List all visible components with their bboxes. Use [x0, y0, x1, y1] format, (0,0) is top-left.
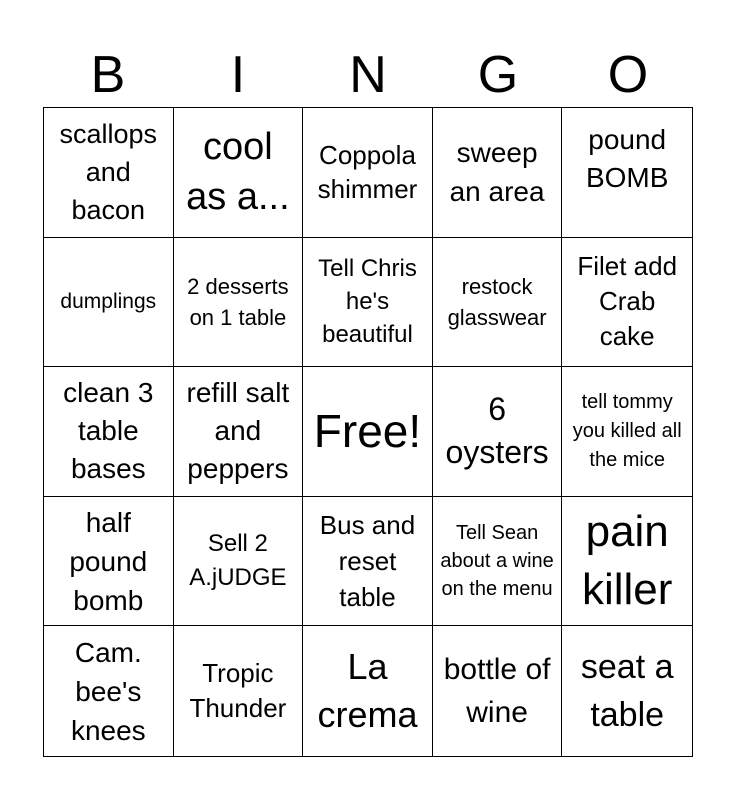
bingo-cell[interactable] [303, 367, 433, 497]
cell-text: Tell Chris he's beautiful [318, 255, 417, 349]
header-letter-g: G [477, 46, 519, 104]
cell-text: Sell 2 A.jUDGE [189, 530, 287, 592]
cell-text: clean 3 table bases [63, 377, 154, 485]
bingo-cell[interactable] [44, 497, 174, 627]
bingo-cell[interactable] [44, 626, 174, 756]
bingo-cell[interactable] [174, 108, 304, 238]
cell-text: Cam. bee's knees [70, 636, 146, 746]
bingo-cell[interactable] [44, 108, 174, 238]
bingo-cell[interactable] [562, 238, 692, 368]
cell-text: pain killer [581, 507, 673, 615]
cell-text: seat a table [580, 648, 674, 735]
cell-text: 2 desserts on 1 table [187, 273, 289, 330]
bingo-cell[interactable] [44, 238, 174, 368]
bingo-cell[interactable] [174, 626, 304, 756]
bingo-header [43, 42, 693, 108]
bingo-cell[interactable] [562, 497, 692, 627]
header-letter-o: O [607, 46, 649, 104]
cell-text: 6 oysters [445, 391, 549, 471]
cell-text: La crema [317, 646, 418, 736]
bingo-cell[interactable] [562, 367, 692, 497]
bingo-cell[interactable] [174, 238, 304, 368]
bingo-cell[interactable] [303, 626, 433, 756]
bingo-cell[interactable] [562, 626, 692, 756]
cell-text: pound BOMB [585, 124, 669, 194]
bingo-cell[interactable] [562, 108, 692, 238]
bingo-cell[interactable] [433, 108, 563, 238]
cell-text: restock glasswear [447, 273, 547, 330]
bingo-grid [43, 107, 693, 757]
cell-text: cool as a... [186, 126, 290, 219]
bingo-cell[interactable] [303, 238, 433, 368]
header-letter-b: B [90, 46, 126, 104]
bingo-cell[interactable] [433, 626, 563, 756]
cell-text: Tropic Thunder [189, 658, 287, 724]
bingo-cell[interactable] [433, 238, 563, 368]
header-letter-i: I [230, 46, 246, 104]
cell-text: bottle of wine [443, 653, 551, 730]
bingo-cell[interactable] [174, 497, 304, 627]
cell-text: Coppola shimmer [317, 140, 418, 205]
cell-text: dumplings [60, 289, 157, 313]
bingo-cell[interactable] [44, 367, 174, 497]
bingo-cell[interactable] [433, 367, 563, 497]
cell-text: Free! [313, 405, 422, 458]
cell-text: Filet add Crab cake [577, 251, 678, 352]
bingo-cell[interactable] [433, 497, 563, 627]
cell-text: tell tommy you killed all the mice [572, 390, 682, 471]
header-letter-n: N [349, 46, 387, 104]
bingo-cell[interactable] [174, 367, 304, 497]
cell-text: half pound bomb [69, 506, 148, 616]
bingo-cell[interactable] [303, 108, 433, 238]
cell-text: sweep an area [449, 137, 545, 208]
cell-text: Tell Sean about a wine on the menu [440, 522, 554, 601]
cell-text: scallops and bacon [59, 119, 158, 226]
bingo-cell[interactable] [303, 497, 433, 627]
cell-text: Bus and reset table [319, 510, 416, 613]
cell-text: refill salt and peppers [186, 377, 290, 485]
